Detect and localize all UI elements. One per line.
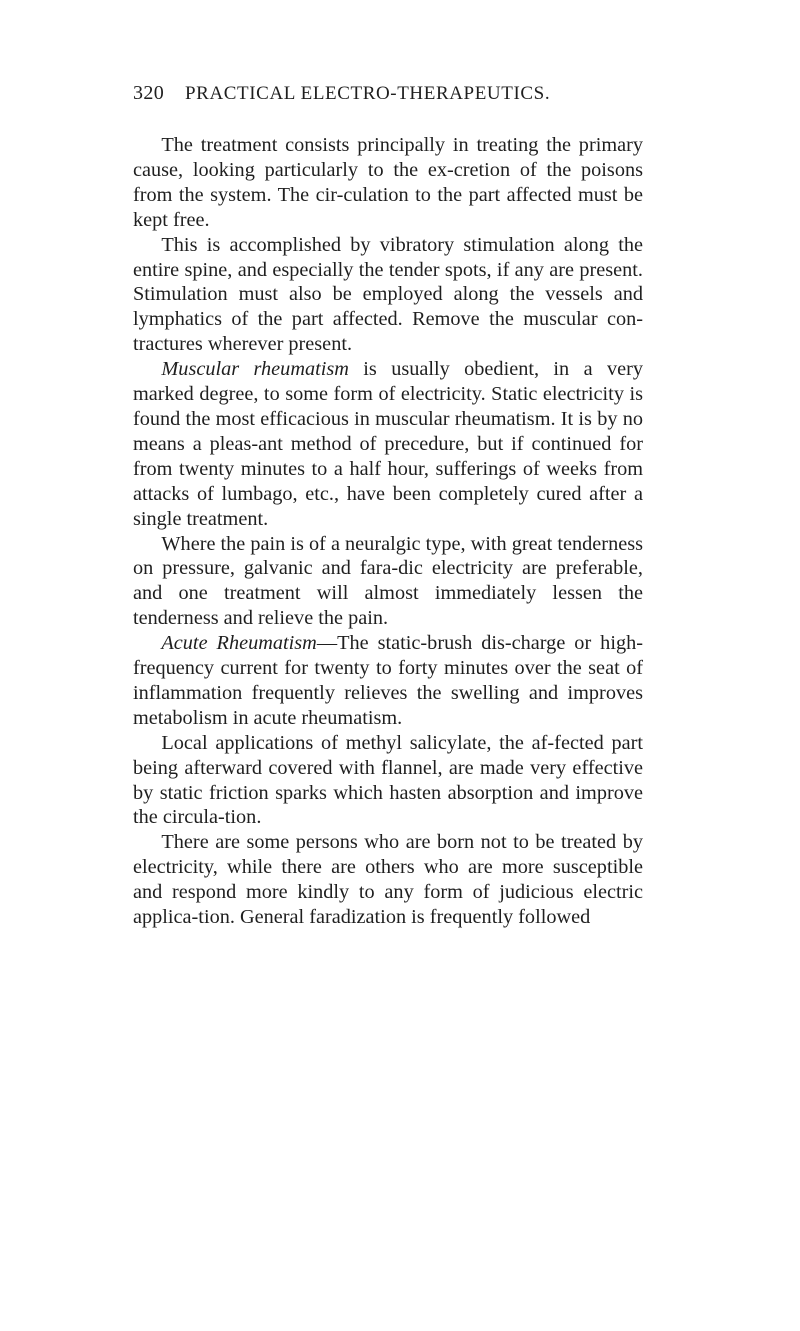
- paragraph-vibratory-stimulation: [133, 233, 643, 358]
- paragraph-text: There are some persons who are born not to be treated by electricity, while there are others who are more susceptible and respond more kindly to any form of judicious electric applica-tion. General faradization is frequently followed: [133, 831, 643, 929]
- paragraph-text: is usually obedient, in a very marked degree, to some form of electricity. Static electricity is found the most efficacious in muscular rheumatism. It is by no means a pleas-ant method of precedure, but if continued for from twenty minutes to a half hour, sufferings of weeks from attacks of lumbago, etc., have been completely cured after a single treatment.: [133, 358, 643, 530]
- running-head: [133, 78, 643, 108]
- paragraph-neuralgic-type: [133, 532, 643, 632]
- paragraph-local-applications: [133, 731, 643, 831]
- paragraph-text: Local applications of methyl salicylate, the af-fected part being afterward covered with flannel, are made very effective by static friction sparks which hasten absorption and improve the circula-tion.: [133, 731, 643, 829]
- paragraph-lead: Muscular rheumatism: [161, 358, 349, 381]
- page-number: 320: [133, 82, 165, 104]
- paragraph-text: —The static-brush dis-charge or high-frequency current for twenty to forty minutes over the seat of inflammation frequently relieves the swelling and improves metabolism in acute rheumatism.: [133, 632, 643, 729]
- body-text: [133, 133, 643, 930]
- paragraph-text: The treatment consists principally in treating the primary cause, looking particularly to the ex-cretion of the poisons from the system. The cir-culation to the part affected must be kept free.: [133, 134, 643, 231]
- paragraph-acute-rheumatism: [133, 631, 643, 731]
- paragraph-treatment: [133, 133, 643, 233]
- running-title: PRACTICAL ELECTRO-THERAPEUTICS.: [185, 83, 551, 104]
- paragraph-muscular-rheumatism: [133, 357, 643, 531]
- paragraph-lead: Acute Rheumatism: [161, 632, 317, 655]
- book-page: [133, 78, 643, 930]
- paragraph-susceptibility: [133, 830, 643, 930]
- paragraph-text: This is accomplished by vibratory stimulation along the entire spine, and especially the tender spots, if any are present. Stimulation must also be employed along the vessels and lymphatics of the part affected. Remove the muscular con-tractures wherever present.: [133, 233, 643, 356]
- paragraph-text: Where the pain is of a neuralgic type, with great tenderness on pressure, galvanic and fara-dic electricity are preferable, and one treatment will almost immediately lessen the tenderness and relieve the pain.: [133, 532, 643, 630]
